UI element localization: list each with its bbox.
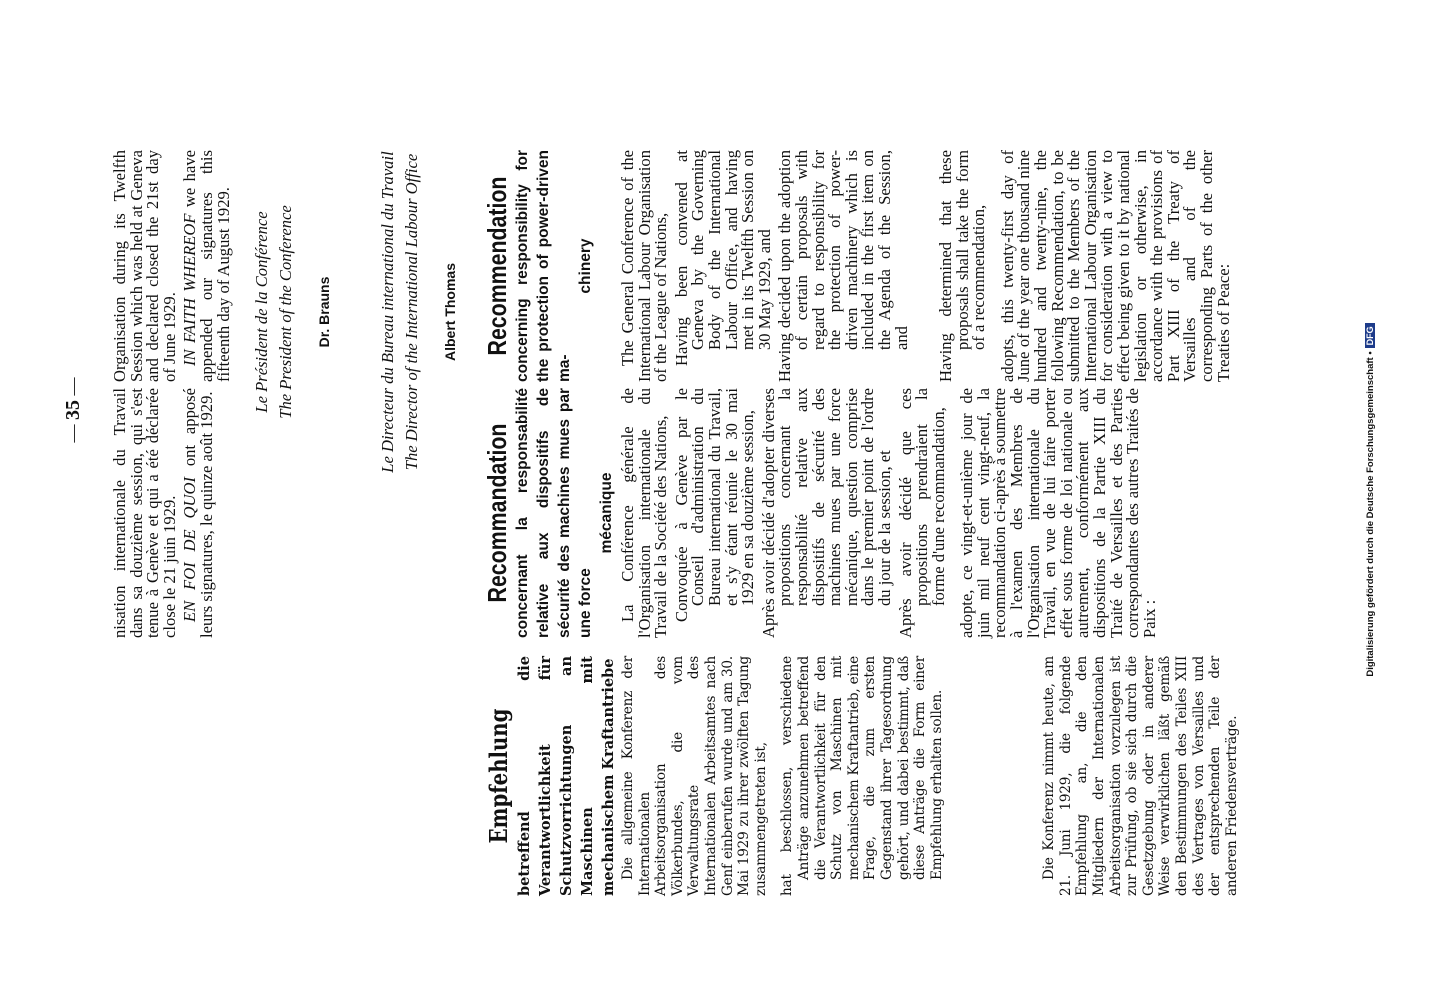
german-paragraph-2: hat beschlossen, verschiedene Anträge anzunehmen betreffend die Verantwortlichkeit für den Schutz von Maschinen mit mechanischem Kraftantrieb, eine Frage, die zum ersten Gegenstand ihrer Tagesordnung gehört, und dabei bestimmt, daß diese Anträge die Form einer Empfehlung erhalten sollen. [779, 656, 945, 896]
french-body [620, 388, 1158, 638]
english-subtitle-main: concerning responsibility for the protection of power-driven ma- [514, 150, 573, 382]
en-continuation [112, 150, 232, 382]
en-faith-lead: IN FAITH WHEREOF [180, 213, 200, 366]
english-paragraph-5: adopts, this twenty-first day of June of the year one thousand nine hundred and twenty-nine, the following Recommendation, to be submitted to the Members of the International Labour Organisation for consideration with a view to effect being given to it by national legislation or otherwise, in accordance with the provisions of Part XIII of the Treaty of Versailles and of the corresponding Parts of the other Treaties of Peace: [997, 150, 1233, 382]
english-paragraph-2: Having been convened at Geneva by the Governing Body of the International Labour Office, and having met in its Twelfth Session on 30 May 1929, and [671, 150, 774, 366]
french-subtitle-main: concernant la responsabilité relative aux dispositifs de sécurité des machines mues par une force [514, 388, 594, 638]
fr-continuation-text: nisation internationale du Travail dans sa douzième session, qui s'est tenue à Genève et qui a été déclarée close le 21 juin 1929. [110, 388, 179, 638]
digitization-text: Digitalisierung gefördert durch die Deutsche Forschungsgemeinschaft • [1365, 351, 1376, 677]
french-paragraph-4: Après avoir décidé que ces propositions prendraient la forme d'une recommandation, [895, 388, 948, 638]
en-faith-rest: we have appended our signatures this fifteenth day of August 1929. [180, 150, 233, 382]
english-paragraph-1: The General Conference of the International Labour Organisation of the League of Nations, [618, 150, 671, 382]
president-title-fr: Le Président de la Conférence [252, 211, 271, 413]
english-subtitle-last: chinery [577, 238, 594, 294]
english-heading [482, 150, 596, 382]
digitization-note [1365, 0, 1376, 1000]
german-title: Empfehlung [484, 708, 513, 844]
signature-block [250, 132, 462, 492]
president-title-en: The President of the Conference [276, 205, 295, 419]
director-title-fr: Le Directeur du Bureau international du Travail [378, 151, 397, 473]
en-faith-paragraph [182, 150, 232, 382]
english-body [620, 150, 1232, 382]
director-title-en: The Director of the International Labour Office [402, 153, 421, 471]
english-title: Recommendation [482, 176, 512, 356]
fr-faith-paragraph [182, 388, 215, 638]
french-heading [482, 388, 617, 638]
german-heading [484, 656, 619, 896]
english-subtitle [512, 150, 596, 382]
french-title: Recommandation [482, 423, 512, 603]
french-paragraph-1: La Conférence générale de l'Organisation internationale du Travail de la Société des Nations, [618, 388, 671, 638]
page-number [62, 350, 85, 470]
director-name: Albert Thomas [442, 263, 458, 362]
en-continuation-text: Organisation during its Twelfth Session which was held at Geneva and declared closed the 21st day of June 1929. [110, 150, 179, 382]
dfg-logo: DFG [1365, 323, 1375, 348]
german-paragraph-1: Die allgemeine Konferenz der Internationalen Arbeitsorganisation des Völkerbundes, die vom Verwaltungsrate des Internationalen Arbeitsamtes nach Genf einberufen wurde und am 30. Mai 1929 zu ihrer zwölften Tagung zusammengetreten ist, [620, 656, 769, 896]
fr-continuation [112, 388, 216, 638]
president-name: Dr. Brauns [316, 276, 332, 348]
english-paragraph-3: Having decided upon the adoption of certain proposals with regard to responsibility for the protection of power-driven machinery which is included in the first item on the Agenda of the Session, and [775, 150, 911, 382]
dash-right: — [63, 377, 83, 396]
french-paragraph-3: Après avoir décidé d'adopter diverses propositions concernant la responsabilité relative aux dispositifs de sécurité des machines mues par une force mécanique, question comprise dans le premier point de l'ordre du jour de la session, et [758, 388, 894, 638]
french-paragraph-5: adopte, ce vingt-et-unième jour de juin mil neuf cent vingt-neuf, la recommandation ci-après à soumettre à l'examen des Membres de l'Organisation internationale du Travail, en vue de lui faire porter effet sous forme de loi nationale ou autrement, conformément aux dispositions de la Partie XIII du Traité de Versailles et des Parties correspondantes des autres Traités de Paix : [957, 388, 1159, 638]
german-subtitle: betreffend die Verantwortlichkeit für Schutzvorrichtungen an Maschinen mit mechanischem Kraftantriebe [516, 656, 617, 896]
french-subtitle [512, 388, 617, 638]
german-paragraph-3: Die Konferenz nimmt heute, am 21. Juni 1929, die folgende Empfehlung an, die den Mitgliedern der Internationalen Arbeitsorganisation vorzulegen ist zur Prüfung, ob sie sich durch die Gesetzgebung oder in anderer Weise verwirklichen läßt gemäß den Bestimmungen des Teiles XIII des Vertrages von Versailles und der entsprechenden Teile der anderen Friedensverträge. [1041, 656, 1240, 896]
french-subtitle-last: mécanique [598, 472, 615, 554]
dash-left: — [63, 424, 83, 443]
german-body [620, 656, 1240, 896]
fr-faith-lead: EN FOI DE QUOI [180, 477, 200, 622]
fr-faith-rest: ont apposé leurs signatures, le quinze août 1929. [180, 388, 216, 638]
english-paragraph-4: Having determined that these proposals shall take the form of a recommendation, [936, 150, 989, 382]
french-paragraph-2: Convoquée à Genève par le Conseil d'administration du Bureau international du Travail, et s'y étant réunie le 30 mai 1929 en sa douzième session, [671, 388, 758, 622]
page-number-value: 35 [62, 400, 84, 420]
